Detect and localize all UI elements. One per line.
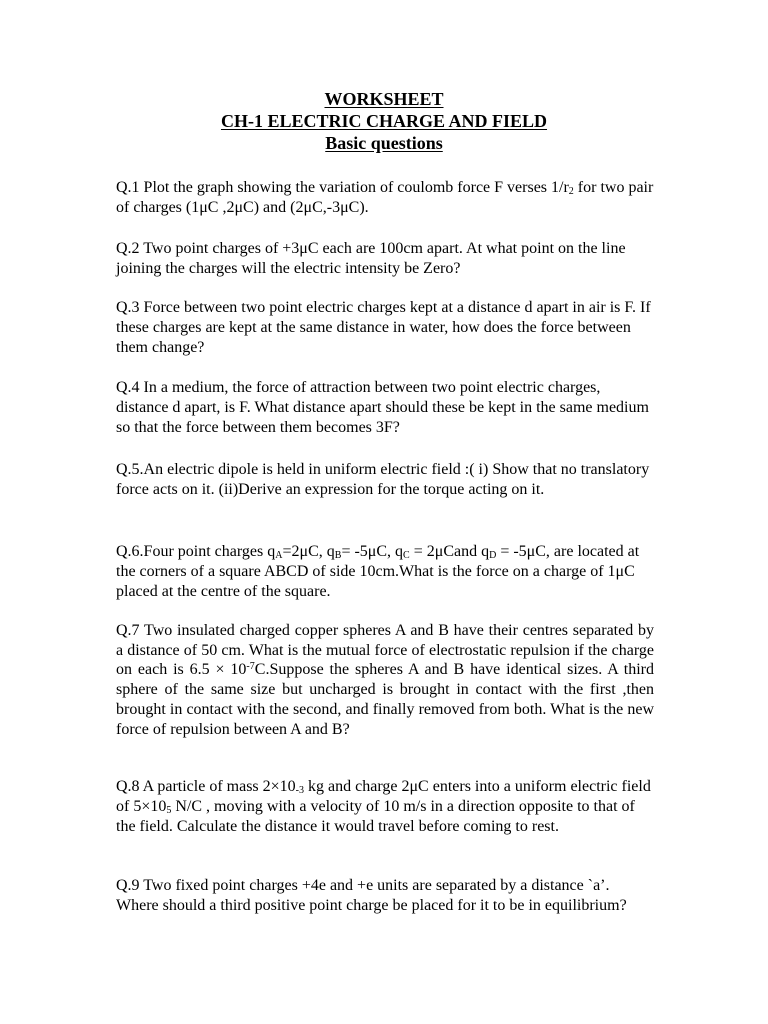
question-6-text-d: = 2μCand q [409,543,490,560]
question-6-text: Q.6.Four point charges q [116,543,276,560]
question-5: Q.5.An electric dipole is held in uniform electric field :( i) Show that no translatory force acts on it. (ii)Derive an expression for the torque acting on it. [116,461,650,498]
mass-exponent: -3 [295,785,305,796]
question-4: Q.4 In a medium, the force of attraction between two point electric charges, distance d apart, is F. What distance apart should these be kept in the same medium so that the force between them becomes 3F? [116,379,649,436]
question-7-text-cont: C.Suppose the spheres A and B have identical sizes. A third sphere of the same size but uncharged is brought in contact with the first ,then brought in contact with the second, and finally removed from both. What is the new force of repulsion between A and B? [116,661,655,738]
question-8 [116,777,654,837]
question-1-text: Q.1 Plot the graph showing the variation of coulomb force F verses 1/r [116,179,569,196]
question-8-text-b: kg and charge 2μC enters into a uniform electric field of 5×10 [116,778,651,815]
section-title: Basic questions [325,133,443,153]
charge-b-subscript: B [334,550,342,561]
question-6-text-b: =2μC, q [282,543,335,560]
question-9: Q.9 Two fixed point charges +4e and +e units are separated by a distance `a’. Where should a third positive point charge be placed for it to be in equilibrium? [116,877,627,914]
question-1 [116,178,654,218]
chapter-title: CH-1 ELECTRIC CHARGE AND FIELD [220,111,548,131]
worksheet-header [0,88,768,154]
question-7 [116,621,654,739]
question-8-text: Q.8 A particle of mass 2×10 [116,778,296,795]
question-6-text-e: = -5μC, are located at the corners of a square ABCD of side 10cm.What is the force on a charge of 1μC placed at the centre of the square. [116,543,640,600]
question-7-exponent: -7 [246,661,255,673]
question-6 [116,542,654,602]
charge-d-subscript: D [489,550,497,561]
charge-a-subscript: A [275,550,283,561]
question-3: Q.3 Force between two point electric charges kept at a distance d apart in air is F. If these charges are kept at the same distance in water, how does the force between them change? [116,299,651,356]
question-1-text-cont: for two pair of charges (1μC ,2μC) and (2μC,-3μC). [116,179,654,216]
question-2: Q.2 Two point charges of +3μC each are 100cm apart. At what point on the line joining the charges will the electric intensity be Zero? [116,240,626,277]
question-1-exponent: 2 [568,186,574,197]
charge-c-subscript: C [403,550,410,561]
question-8-text-c: N/C , moving with a velocity of 10 m/s in a direction opposite to that of the field. Calculate the distance it would travel before coming to rest. [116,798,635,835]
question-7-text: Q.7 Two insulated charged copper spheres A and B have their centres separated by a distance of 50 cm. What is the mutual force of electrostatic repulsion if the charge on each is 6.5 × 10 [116,622,654,679]
field-exponent: 5 [166,805,172,816]
question-6-text-c: = -5μC, q [341,543,404,560]
worksheet-title: WORKSHEET [324,89,444,109]
